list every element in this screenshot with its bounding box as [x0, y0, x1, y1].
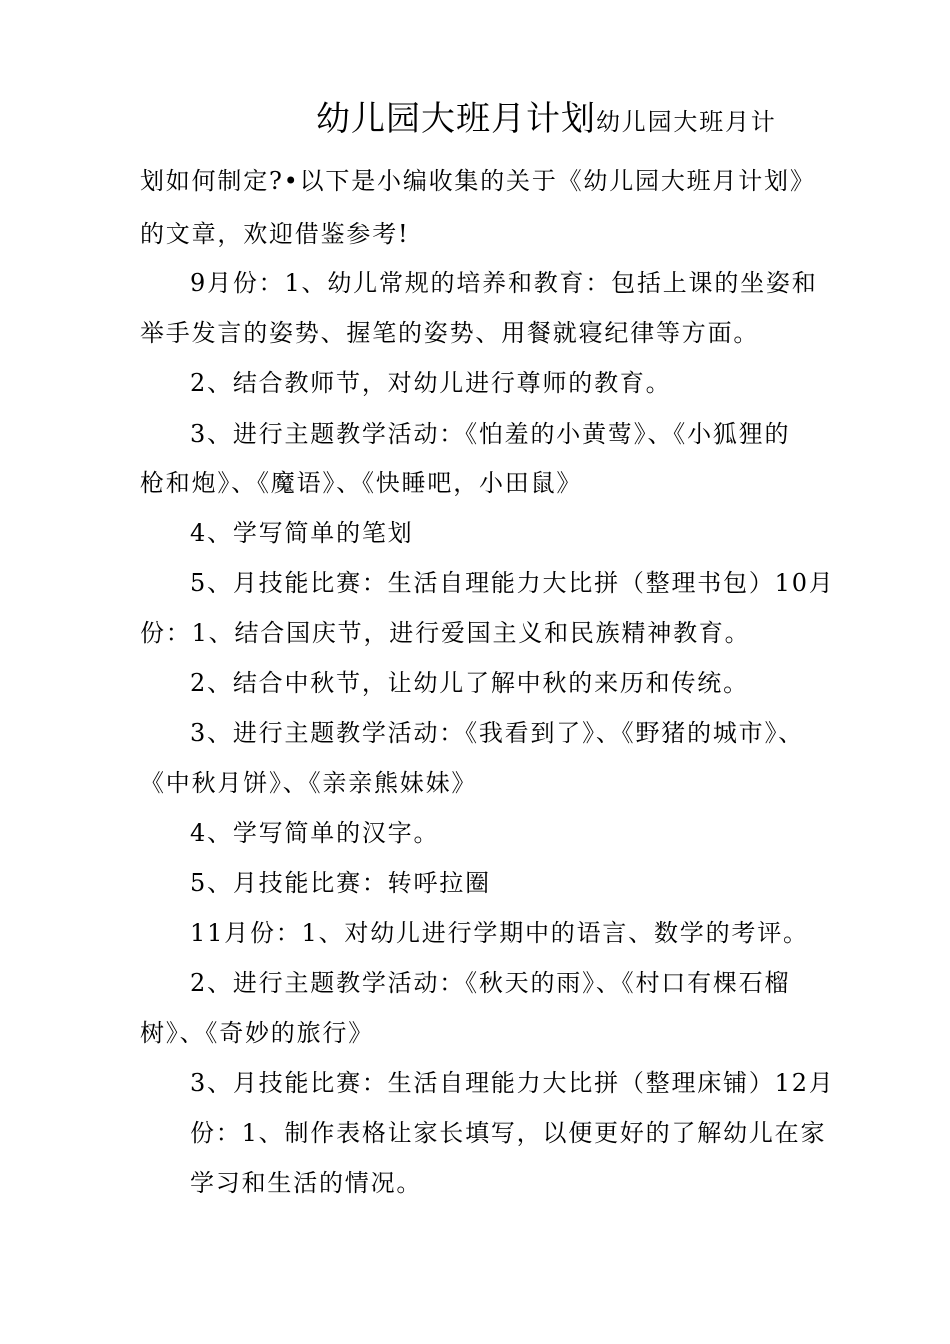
- paragraph-line: 枪和炮》、《魔语》、《快睡吧，小田鼠》: [140, 469, 583, 497]
- document-title: 幼儿园大班月计划: [316, 99, 596, 139]
- paragraph-line: 2、结合教师节，对幼儿进行尊师的教育。: [190, 369, 672, 397]
- paragraph-line: 5、月技能比赛：生活自理能力大比拼（整理书包）10月: [190, 569, 835, 597]
- paragraph-line: 份：1、制作表格让家长填写，以便更好的了解幼儿在家: [190, 1119, 827, 1147]
- paragraph-line: 3、进行主题教学活动：《怕羞的小黄莺》、《小狐狸的: [190, 420, 791, 448]
- title-line: [316, 99, 777, 139]
- paragraph-line: 3、月技能比赛：生活自理能力大比拼（整理床铺）12月: [190, 1069, 835, 1097]
- paragraph-line: 的文章，欢迎借鉴参考!: [140, 220, 410, 248]
- paragraph-line: 4、学写简单的笔划: [190, 519, 414, 547]
- paragraph-line: 举手发言的姿势、握笔的姿势、用餐就寝纪律等方面。: [140, 319, 760, 347]
- paragraph-line: 2、结合中秋节，让幼儿了解中秋的来历和传统。: [190, 669, 749, 697]
- paragraph-line: 11月份：1、对幼儿进行学期中的语言、数学的考评。: [190, 919, 809, 947]
- paragraph-line: 份：1、结合国庆节，进行爱国主义和民族精神教育。: [140, 619, 751, 647]
- paragraph-line: 3、进行主题教学活动：《我看到了》、《野猪的城市》、: [190, 719, 805, 747]
- paragraph-line: 划如何制定?•以下是小编收集的关于《幼儿园大班月计划》: [140, 167, 816, 195]
- paragraph-line: 4、学写简单的汉字。: [190, 819, 440, 847]
- paragraph-line: 幼儿园大班月计: [596, 108, 777, 136]
- paragraph-line: 9月份：1、幼儿常规的培养和教育：包括上课的坐姿和: [190, 269, 818, 297]
- paragraph-line: 学习和生活的情况。: [190, 1169, 423, 1197]
- paragraph-line: 《中秋月饼》、《亲亲熊妹妹》: [140, 769, 478, 797]
- paragraph-line: 树》、《奇妙的旅行》: [140, 1019, 374, 1047]
- paragraph-line: 5、月技能比赛：转呼拉圈: [190, 869, 491, 897]
- paragraph-line: 2、进行主题教学活动：《秋天的雨》、《村口有棵石榴: [190, 969, 791, 997]
